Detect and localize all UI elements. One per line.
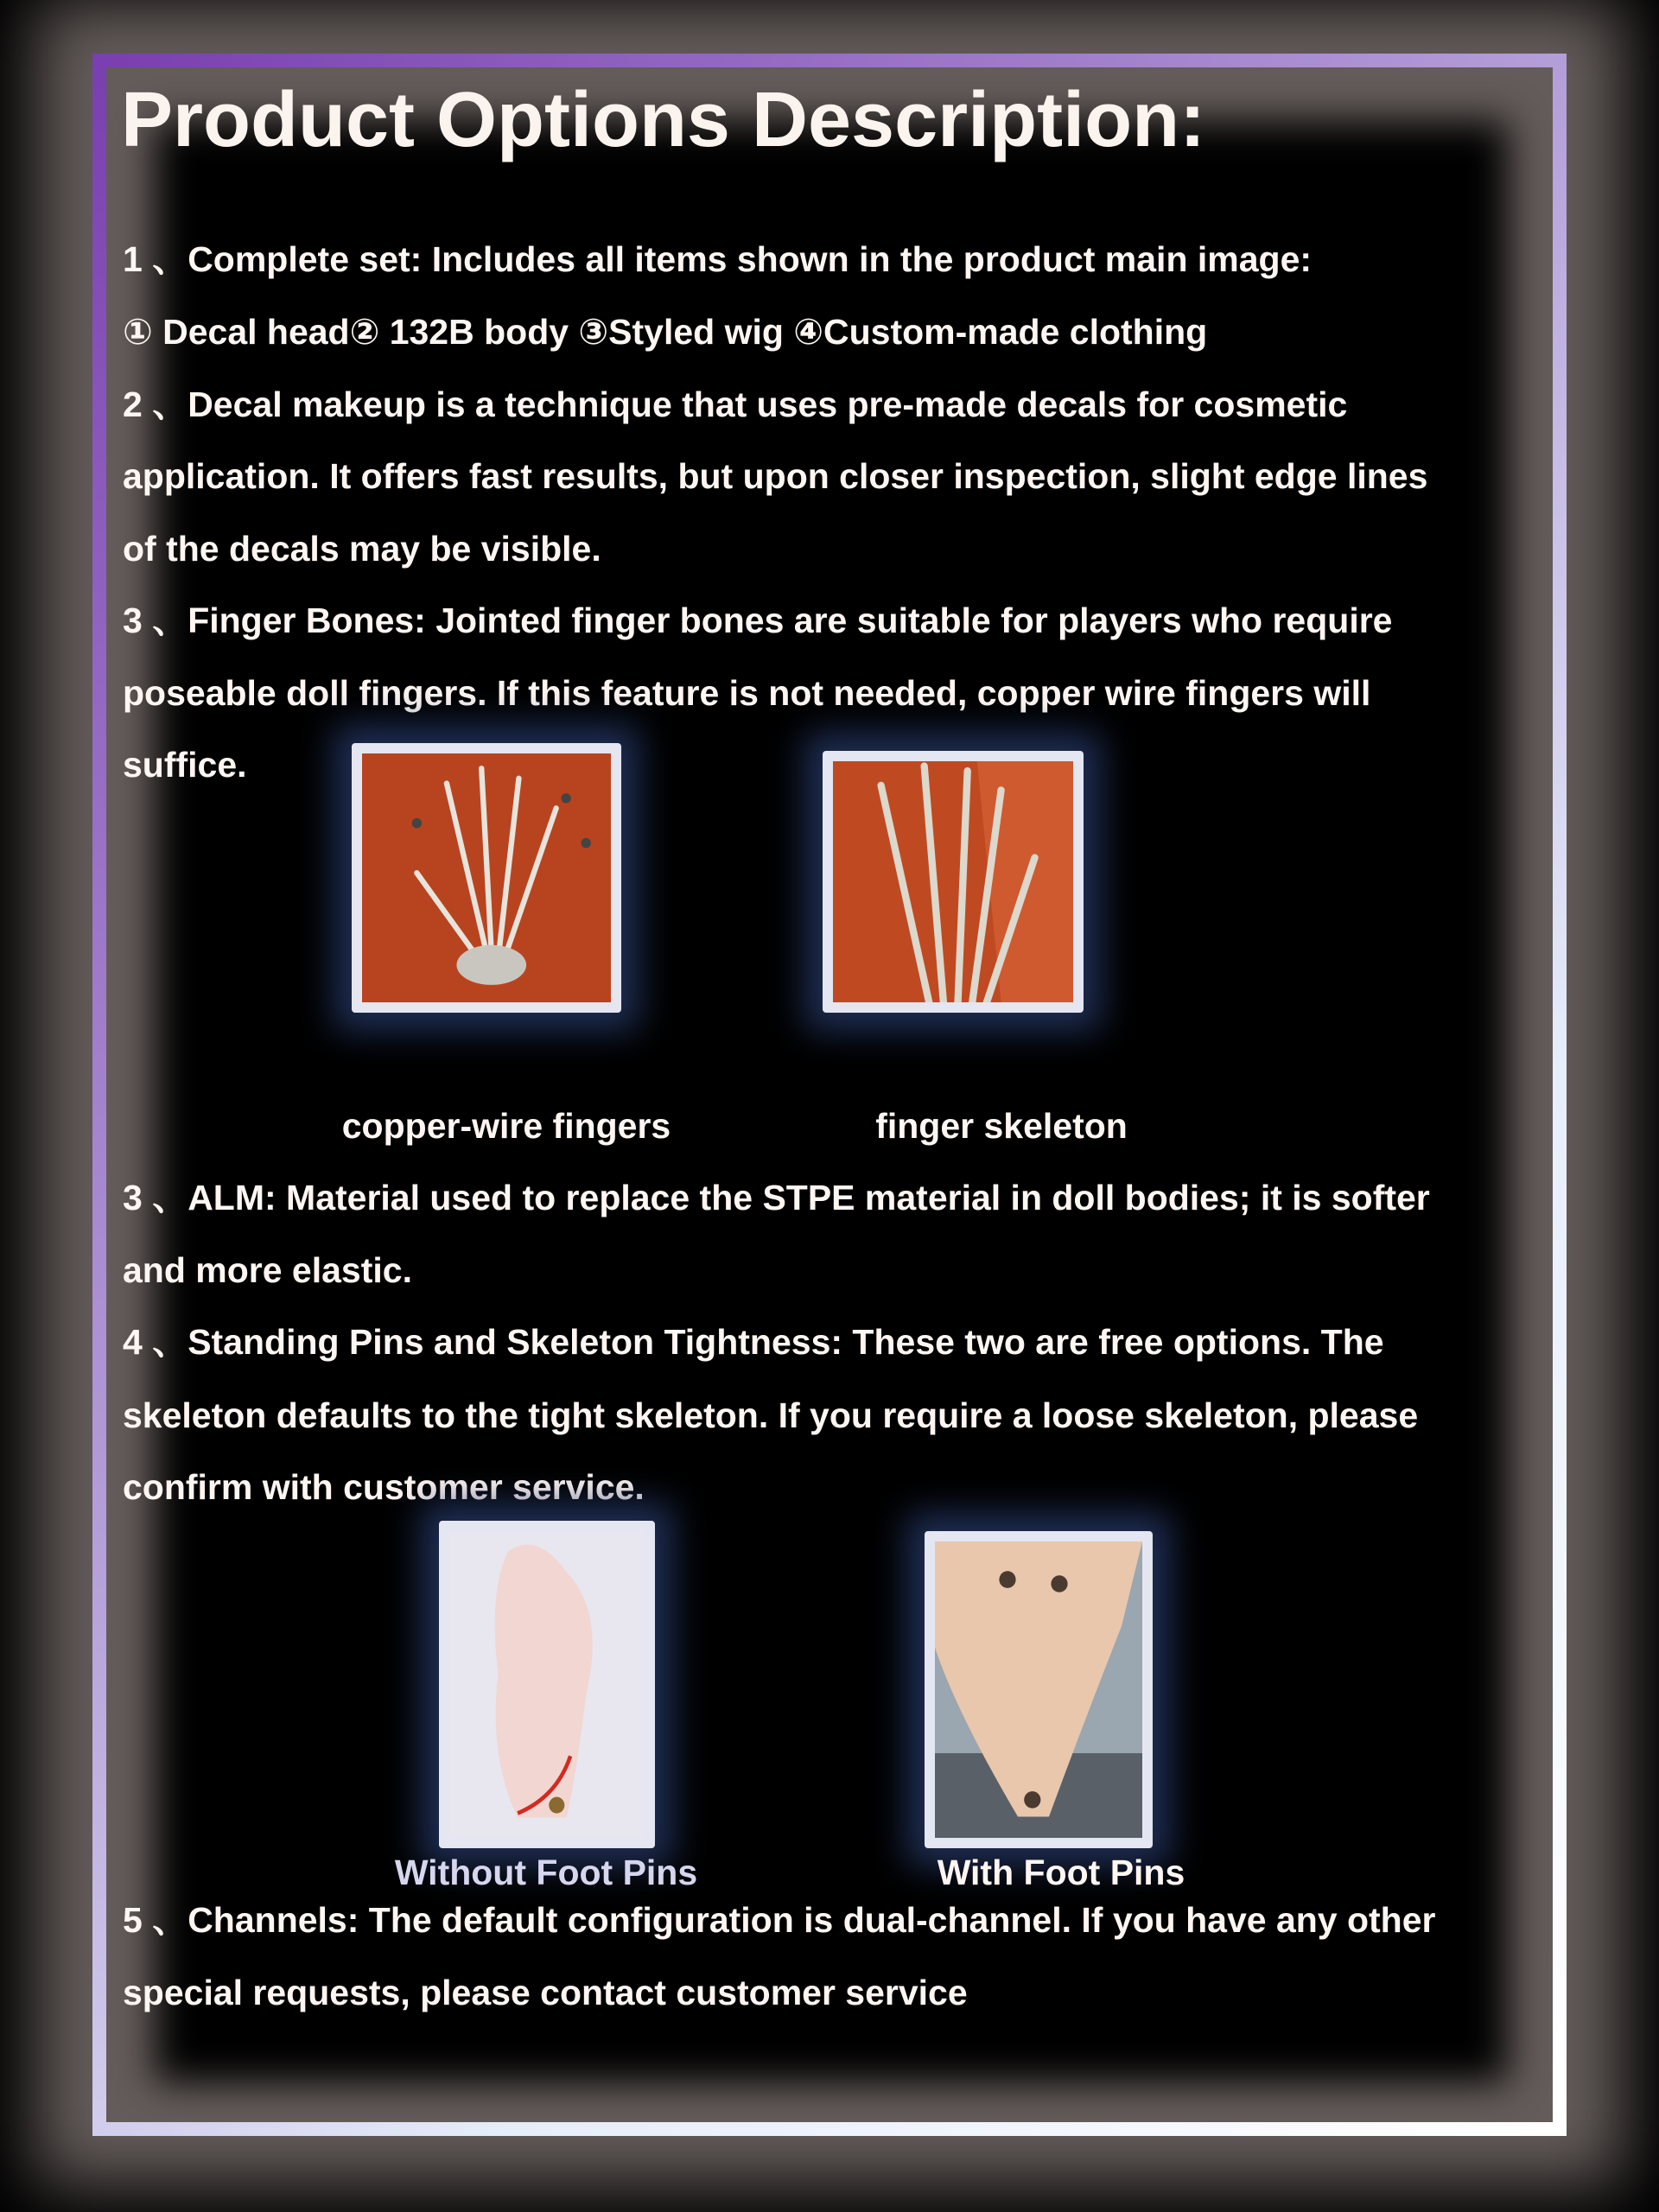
text-line: of the decals may be visible. bbox=[123, 529, 601, 569]
text-line: application. It offers fast results, but upon closer inspection, slight edge lines bbox=[123, 456, 1428, 496]
text-line: skeleton defaults to the tight skeleton. If you require a loose skeleton, please bbox=[123, 1395, 1419, 1435]
text-line: 2 、Decal makeup is a technique that uses pre-made decals for cosmetic bbox=[123, 385, 1348, 424]
caption-finger-skeleton: finger skeleton bbox=[875, 1106, 1128, 1146]
text-line: suffice. bbox=[123, 745, 247, 785]
copper-wire-fingers-photo bbox=[352, 743, 621, 1013]
text-line: 3 、ALM: Material used to replace the STPE material in doll bodies; it is softer bbox=[123, 1178, 1430, 1217]
caption-copper-wire-fingers: copper-wire fingers bbox=[341, 1106, 671, 1146]
finger-skeleton-photo bbox=[823, 751, 1084, 1013]
foot-with-pins-photo bbox=[925, 1531, 1153, 1848]
text-line: 1 、Complete set: Includes all items shown in the product main image: bbox=[123, 239, 1313, 279]
page-title: Product Options Description: bbox=[121, 77, 1206, 163]
text-line: poseable doll fingers. If this feature is not needed, copper wire fingers will bbox=[123, 673, 1371, 713]
text-line: 5 、Channels: The default configuration is dual-channel. If you have any other bbox=[123, 1900, 1436, 1940]
text-line: special requests, please contact customer service bbox=[123, 1973, 968, 2012]
text-line: confirm with customer service. bbox=[123, 1467, 645, 1507]
caption-without-foot-pins: Without Foot Pins bbox=[394, 1853, 698, 1892]
text-line: ① Decal head② 132B body ③Styled wig ④Custom-made clothing bbox=[123, 312, 1208, 352]
foot-without-pins-photo bbox=[439, 1521, 655, 1848]
caption-with-foot-pins: With Foot Pins bbox=[937, 1853, 1185, 1892]
text-line: and more elastic. bbox=[123, 1250, 412, 1290]
text-line: 3 、Finger Bones: Jointed finger bones are suitable for players who require bbox=[123, 601, 1393, 640]
text-line: 4 、Standing Pins and Skeleton Tightness: These two are free options. The bbox=[123, 1322, 1384, 1362]
